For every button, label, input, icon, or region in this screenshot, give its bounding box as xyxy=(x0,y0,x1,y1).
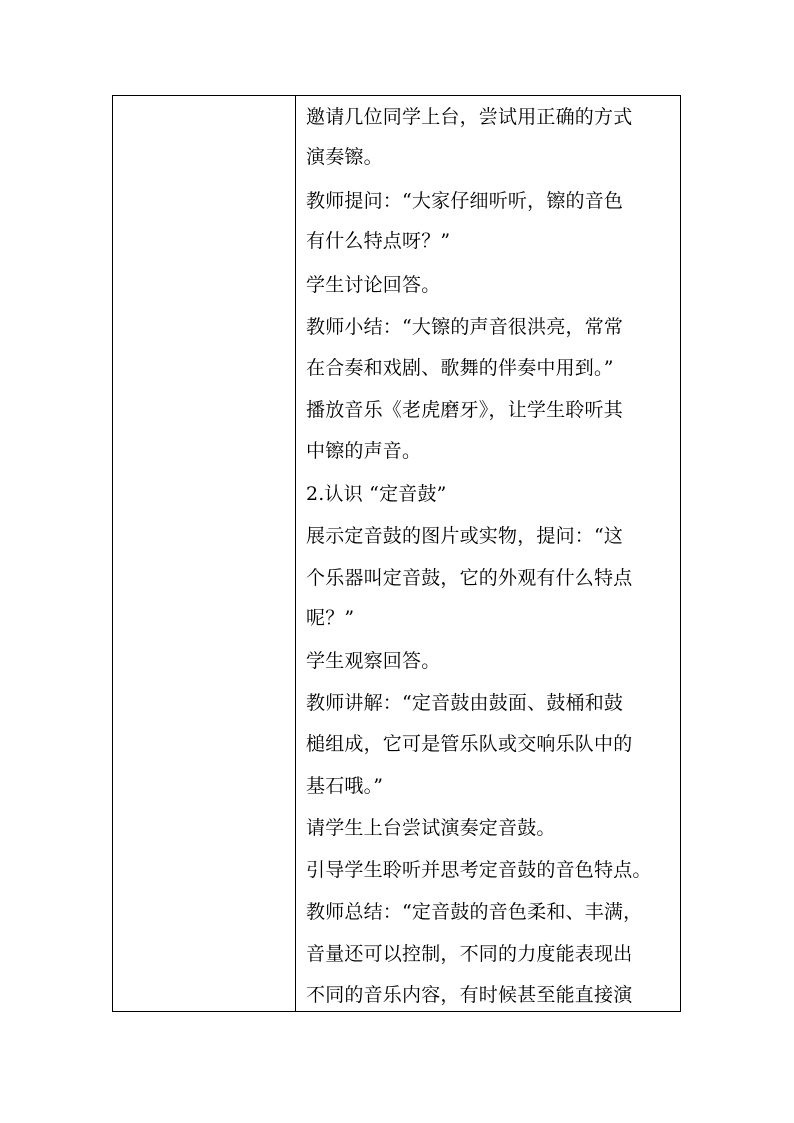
table-right-cell xyxy=(296,96,680,1011)
text-line: 教师总结：“定音鼓的音色柔和、丰满， xyxy=(306,901,643,923)
text-line: 教师提问：“大家仔细听听，镲的音色 xyxy=(306,190,624,212)
text-line: 学生讨论回答。 xyxy=(306,274,441,296)
text-line: 中镲的声音。 xyxy=(306,440,422,462)
text-line: 有什么特点呀？” xyxy=(306,230,451,252)
text-line: 在合奏和戏剧、歌舞的伴奏中用到。” xyxy=(306,357,614,379)
text-line: 演奏镲。 xyxy=(306,146,383,168)
text-line: 槌组成，它可是管乐队或交响乐队中的 xyxy=(306,733,633,755)
text-line: 邀请几位同学上台，尝试用正确的方式 xyxy=(306,106,633,128)
text-line: 音量还可以控制，不同的力度能表现出 xyxy=(306,943,633,965)
lesson-table xyxy=(112,95,681,1012)
text-line: 呢？” xyxy=(306,607,355,629)
text-line: 基石哦。” xyxy=(306,775,384,797)
text-line: 学生观察回答。 xyxy=(306,650,441,672)
text-line: 不同的音乐内容，有时候甚至能直接演 xyxy=(306,984,633,1006)
text-line: 引导学生聆听并思考定音鼓的音色特点。 xyxy=(306,859,652,881)
text-line: 教师讲解：“定音鼓由鼓面、鼓桶和鼓 xyxy=(306,692,624,714)
text-line: 请学生上台尝试演奏定音鼓。 xyxy=(306,817,556,839)
table-left-cell xyxy=(113,96,296,1011)
text-line: 展示定音鼓的图片或实物，提问：“这 xyxy=(306,525,624,547)
text-line: 播放音乐《老虎磨牙》，让学生聆听其 xyxy=(306,399,623,421)
section-heading: 2.认识 “定音鼓” xyxy=(306,483,447,505)
text-line: 个乐器叫定音鼓，它的外观有什么特点 xyxy=(306,567,633,589)
text-line: 教师小结：“大镲的声音很洪亮，常常 xyxy=(306,316,624,338)
